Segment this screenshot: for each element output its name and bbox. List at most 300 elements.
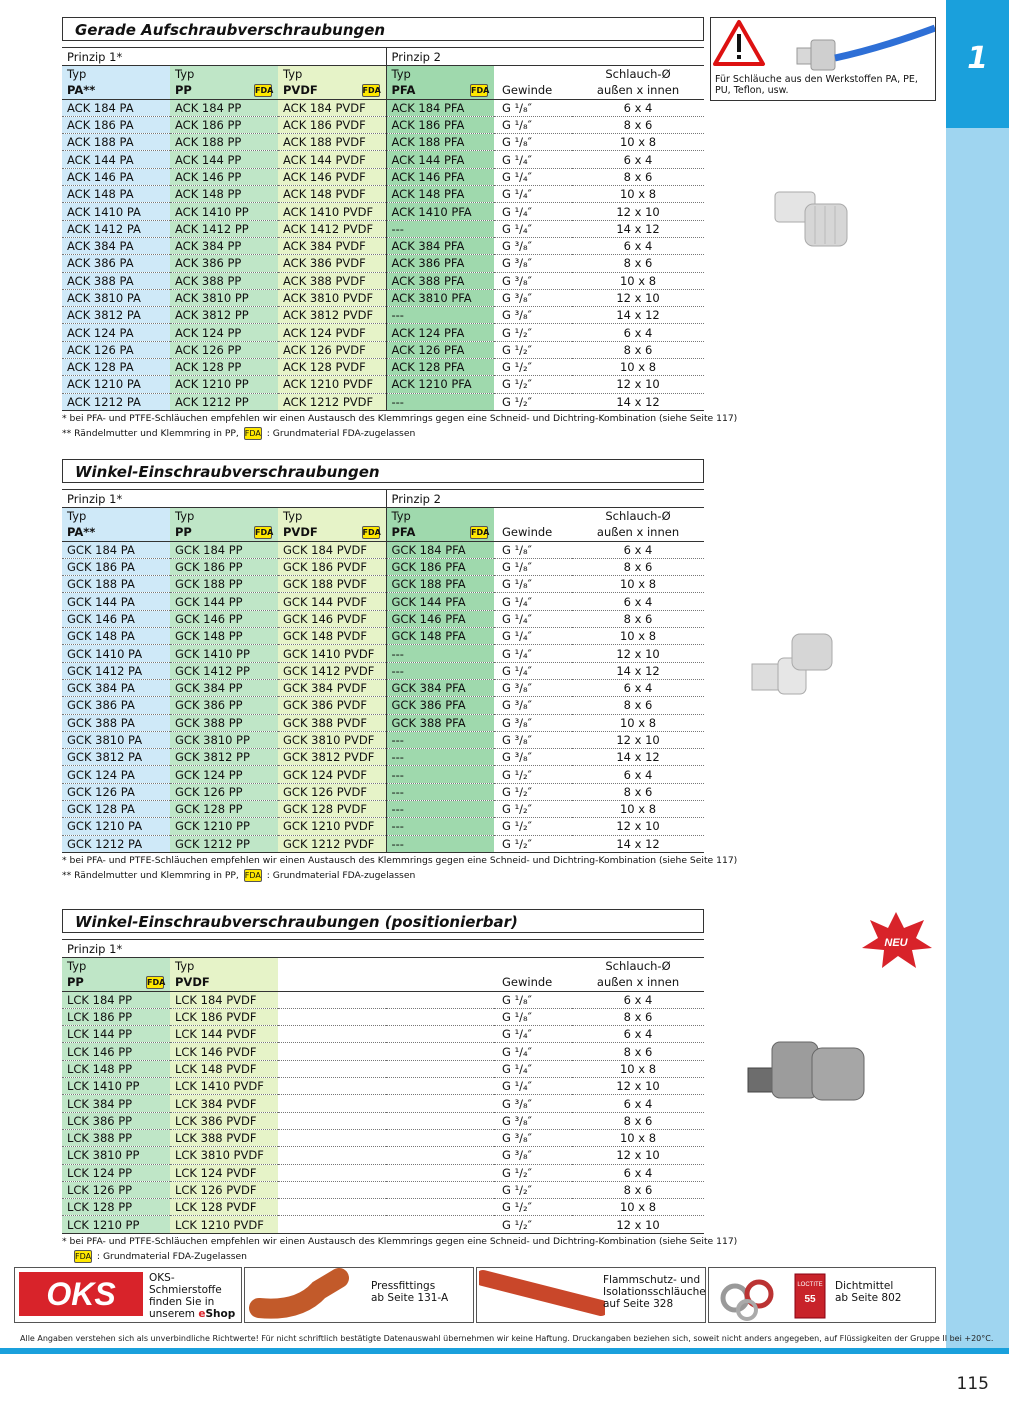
pfa-cell: --- — [386, 645, 494, 662]
pfa-cell: ACK 148 PFA — [386, 186, 494, 203]
section-straight-fittings — [62, 17, 738, 441]
pfa-cell: GCK 386 PFA — [386, 697, 494, 714]
section-title: Winkel-Einschraubverschraubungen (positionierbar) — [62, 909, 704, 933]
schlauch-cell: 12 x 10 — [572, 1216, 704, 1233]
table-row — [62, 220, 704, 237]
table-row — [62, 628, 704, 645]
pa-cell: GCK 148 PA — [62, 628, 170, 645]
pvdf-header: PVDF — [283, 525, 318, 540]
pvdf-cell: ACK 388 PVDF — [278, 272, 386, 289]
pa-cell: GCK 184 PA — [62, 541, 170, 558]
table-row — [62, 99, 704, 116]
product-table — [62, 489, 704, 853]
table-row — [62, 376, 704, 393]
table-row — [62, 134, 704, 151]
pp-cell: LCK 148 PP — [62, 1060, 170, 1077]
schlauch-cell: 12 x 10 — [572, 1147, 704, 1164]
warning-text: Für Schläuche aus den Werkstoffen PA, PE, PU, Teflon, usw. — [715, 74, 918, 96]
pp-header: PP — [175, 83, 192, 98]
pvdf-header: PVDF — [170, 974, 278, 991]
pp-cell: GCK 124 PP — [170, 766, 278, 783]
warning-illustration — [711, 18, 935, 74]
gewinde-cell: G ¹/₄″ — [494, 593, 572, 610]
pvdf-cell: LCK 386 PVDF — [170, 1112, 278, 1129]
pp-cell: GCK 144 PP — [170, 593, 278, 610]
pvdf-cell: LCK 184 PVDF — [170, 991, 278, 1008]
dichtmittel-text: Dichtmittel ab Seite 802 — [835, 1280, 902, 1304]
table-row — [62, 1181, 704, 1198]
schlauch-cell: 8 x 6 — [572, 1008, 704, 1025]
schlauch-cell: 10 x 8 — [572, 134, 704, 151]
pfa-cell: ACK 128 PFA — [386, 359, 494, 376]
gewinde-cell: G ³/₈″ — [494, 714, 572, 731]
pp-cell: GCK 384 PP — [170, 679, 278, 696]
pa-cell: ACK 1412 PA — [62, 220, 170, 237]
table-row — [62, 186, 704, 203]
pp-cell: ACK 3810 PP — [170, 289, 278, 306]
schlauch-cell: 12 x 10 — [572, 645, 704, 662]
schlauch-cell: 12 x 10 — [572, 376, 704, 393]
pp-cell: GCK 386 PP — [170, 697, 278, 714]
section-positionable-elbow — [62, 909, 738, 1264]
gewinde-cell: G ³/₈″ — [494, 1147, 572, 1164]
gewinde-cell: G ³/₈″ — [494, 1112, 572, 1129]
pvdf-cell: LCK 186 PVDF — [170, 1008, 278, 1025]
pvdf-cell: GCK 1412 PVDF — [278, 662, 386, 679]
schlauch-cell: 8 x 6 — [572, 697, 704, 714]
fda-icon: FDA — [255, 86, 274, 96]
schlauch-label: Schlauch-Ø — [605, 959, 671, 974]
pfa-header: PFA — [391, 83, 416, 98]
pa-cell: GCK 1212 PA — [62, 835, 170, 852]
pfa-cell: --- — [386, 766, 494, 783]
spacer-cell — [278, 1008, 386, 1025]
spacer-cell — [386, 1199, 494, 1216]
pa-cell: GCK 128 PA — [62, 801, 170, 818]
gewinde-cell: G ¹/₂″ — [494, 1164, 572, 1181]
spacer-cell — [386, 1164, 494, 1181]
pa-cell: GCK 1210 PA — [62, 818, 170, 835]
pp-cell: GCK 1212 PP — [170, 835, 278, 852]
pvdf-cell: ACK 3810 PVDF — [278, 289, 386, 306]
pp-cell: LCK 124 PP — [62, 1164, 170, 1181]
gewinde-cell: G ¹/₄″ — [494, 1060, 572, 1077]
schlauch-cell: 10 x 8 — [572, 801, 704, 818]
gewinde-cell: G ¹/₂″ — [494, 835, 572, 852]
footnote-1: * bei PFA- und PTFE-Schläuchen empfehlen wir einen Austausch des Klemmrings gegen eine Schneid- und Dichtring-Kombination (siehe Seite 117) — [62, 1235, 738, 1247]
pvdf-cell: LCK 1210 PVDF — [170, 1216, 278, 1233]
pp-cell: ACK 188 PP — [170, 134, 278, 151]
page-number: 115 — [956, 1374, 989, 1394]
new-badge — [858, 910, 934, 970]
pp-cell: LCK 1410 PP — [62, 1078, 170, 1095]
fda-icon: FDA — [362, 528, 381, 538]
pfa-cell: ACK 384 PFA — [386, 237, 494, 254]
gewinde-cell: G ¹/₄″ — [494, 662, 572, 679]
pp-cell: ACK 388 PP — [170, 272, 278, 289]
pfa-cell: ACK 386 PFA — [386, 255, 494, 272]
gewinde-cell: G ¹/₄″ — [494, 645, 572, 662]
table-row — [62, 324, 704, 341]
table-row — [62, 1199, 704, 1216]
pp-cell: ACK 186 PP — [170, 116, 278, 133]
pvdf-cell: ACK 3812 PVDF — [278, 307, 386, 324]
table-row — [62, 835, 704, 852]
pp-cell: GCK 126 PP — [170, 783, 278, 800]
seal-rings-icon — [711, 1268, 833, 1322]
pa-cell: ACK 128 PA — [62, 359, 170, 376]
table-row — [62, 662, 704, 679]
pfa-cell: ACK 186 PFA — [386, 116, 494, 133]
spacer-cell — [386, 1078, 494, 1095]
schlauch-cell: 14 x 12 — [572, 220, 704, 237]
schlauch-cell: 6 x 4 — [572, 1164, 704, 1181]
oks-ad[interactable] — [14, 1267, 242, 1323]
pa-cell: ACK 184 PA — [62, 99, 170, 116]
pa-cell: GCK 188 PA — [62, 576, 170, 593]
spacer-cell — [386, 1008, 494, 1025]
pvdf-cell: LCK 1410 PVDF — [170, 1078, 278, 1095]
section-elbow-fittings — [62, 459, 738, 883]
pvdf-cell: ACK 146 PVDF — [278, 168, 386, 185]
spacer-cell — [278, 991, 386, 1008]
pfa-cell: --- — [386, 662, 494, 679]
pp-cell: ACK 184 PP — [170, 99, 278, 116]
table-row — [62, 679, 704, 696]
pvdf-cell: LCK 148 PVDF — [170, 1060, 278, 1077]
gewinde-cell: G ¹/₂″ — [494, 1199, 572, 1216]
schlauch-cell: 12 x 10 — [572, 731, 704, 748]
gewinde-cell: G ¹/₄″ — [494, 1026, 572, 1043]
schlauch-cell: 6 x 4 — [572, 99, 704, 116]
pvdf-cell: GCK 144 PVDF — [278, 593, 386, 610]
pvdf-cell: LCK 388 PVDF — [170, 1129, 278, 1146]
table-row — [62, 991, 704, 1008]
gewinde-cell: G ¹/₂″ — [494, 341, 572, 358]
pp-cell: LCK 384 PP — [62, 1095, 170, 1112]
footnote-1: * bei PFA- und PTFE-Schläuchen empfehlen wir einen Austausch des Klemmrings gegen eine Schneid- und Dichtring-Kombination (siehe Seite 117) — [62, 854, 738, 866]
warning-box — [710, 17, 936, 101]
schlauch-cell: 8 x 6 — [572, 341, 704, 358]
schlauch-header: außen x innen — [596, 525, 680, 540]
gewinde-cell: G ³/₈″ — [494, 307, 572, 324]
table-row — [62, 766, 704, 783]
fda-icon: FDA — [362, 86, 381, 96]
footnote-2: ** Rändelmutter und Klemmring in PP, FDA : Grundmaterial FDA-zugelassen — [62, 427, 416, 439]
pp-header: PP — [67, 975, 84, 990]
pvdf-cell: ACK 1412 PVDF — [278, 220, 386, 237]
new-badge-label: NEU — [884, 937, 908, 949]
pvdf-cell: LCK 124 PVDF — [170, 1164, 278, 1181]
pp-cell: LCK 184 PP — [62, 991, 170, 1008]
table-row — [62, 714, 704, 731]
pa-cell: GCK 386 PA — [62, 697, 170, 714]
schlauch-cell: 12 x 10 — [572, 818, 704, 835]
pvdf-cell: ACK 1410 PVDF — [278, 203, 386, 220]
pp-cell: ACK 384 PP — [170, 237, 278, 254]
gewinde-cell: G ³/₈″ — [494, 697, 572, 714]
pfa-cell: ACK 126 PFA — [386, 341, 494, 358]
pp-cell: ACK 148 PP — [170, 186, 278, 203]
pvdf-cell: ACK 1210 PVDF — [278, 376, 386, 393]
gewinde-cell: G ¹/₈″ — [494, 541, 572, 558]
dichtmittel-ad[interactable] — [708, 1267, 936, 1323]
schlauch-cell: 6 x 4 — [572, 324, 704, 341]
table-row — [62, 697, 704, 714]
pfa-cell: ACK 1210 PFA — [386, 376, 494, 393]
pfa-cell: ACK 388 PFA — [386, 272, 494, 289]
gewinde-cell: G ¹/₈″ — [494, 116, 572, 133]
spacer-cell — [278, 1095, 386, 1112]
oks-logo: OKS — [19, 1272, 143, 1316]
gewinde-cell: G ¹/₈″ — [494, 134, 572, 151]
pvdf-cell: ACK 186 PVDF — [278, 116, 386, 133]
pvdf-header: PVDF — [283, 83, 318, 98]
table-row — [62, 1129, 704, 1146]
gewinde-cell: G ¹/₄″ — [494, 186, 572, 203]
pvdf-cell: ACK 124 PVDF — [278, 324, 386, 341]
table-row — [62, 783, 704, 800]
pfa-cell: GCK 148 PFA — [386, 628, 494, 645]
pfa-cell: --- — [386, 801, 494, 818]
gewinde-cell: G ¹/₈″ — [494, 99, 572, 116]
pp-cell: ACK 1410 PP — [170, 203, 278, 220]
pa-cell: GCK 144 PA — [62, 593, 170, 610]
gewinde-cell: G ¹/₄″ — [494, 220, 572, 237]
gewinde-cell: G ¹/₂″ — [494, 783, 572, 800]
pa-cell: GCK 388 PA — [62, 714, 170, 731]
pfa-header: PFA — [391, 525, 416, 540]
table-row — [62, 1164, 704, 1181]
schlauch-header: außen x innen — [596, 975, 680, 990]
gewinde-cell: G ¹/₂″ — [494, 393, 572, 410]
gewinde-cell: G ³/₈″ — [494, 749, 572, 766]
spacer-cell — [386, 1095, 494, 1112]
gewinde-cell: G ¹/₄″ — [494, 610, 572, 627]
table-row — [62, 359, 704, 376]
gewinde-cell: G ¹/₄″ — [494, 1078, 572, 1095]
pa-cell: GCK 146 PA — [62, 610, 170, 627]
pp-cell: GCK 146 PP — [170, 610, 278, 627]
pvdf-cell: ACK 188 PVDF — [278, 134, 386, 151]
pp-cell: LCK 126 PP — [62, 1181, 170, 1198]
fda-icon: FDA — [75, 1251, 92, 1261]
pvdf-cell: LCK 126 PVDF — [170, 1181, 278, 1198]
pp-cell: ACK 386 PP — [170, 255, 278, 272]
fda-icon: FDA — [471, 86, 490, 96]
typ-label: Typ — [278, 508, 386, 525]
table-row — [62, 610, 704, 627]
gewinde-cell: G ¹/₂″ — [494, 801, 572, 818]
schlauch-cell: 6 x 4 — [572, 593, 704, 610]
pp-cell: ACK 144 PP — [170, 151, 278, 168]
pp-cell: ACK 1212 PP — [170, 393, 278, 410]
pp-cell: GCK 3810 PP — [170, 731, 278, 748]
prinzip2-label: Prinzip 2 — [386, 490, 704, 508]
copper-elbow-icon — [249, 1268, 369, 1322]
gewinde-cell: G ¹/₈″ — [494, 558, 572, 575]
pa-cell: ACK 1410 PA — [62, 203, 170, 220]
spacer-cell — [278, 1147, 386, 1164]
pvdf-cell: LCK 384 PVDF — [170, 1095, 278, 1112]
pa-cell: ACK 1210 PA — [62, 376, 170, 393]
schlauch-cell: 6 x 4 — [572, 541, 704, 558]
schlauch-cell: 6 x 4 — [572, 766, 704, 783]
gewinde-cell: G ¹/₈″ — [494, 1008, 572, 1025]
table-row — [62, 203, 704, 220]
table-row — [62, 1026, 704, 1043]
typ-label: Typ — [170, 958, 278, 975]
typ-label: Typ — [62, 66, 170, 83]
schlauch-cell: 12 x 10 — [572, 289, 704, 306]
flammschutz-ad[interactable] — [476, 1267, 706, 1323]
pfa-cell: ACK 188 PFA — [386, 134, 494, 151]
section-title: Gerade Aufschraubverschraubungen — [62, 17, 704, 41]
table-row — [62, 341, 704, 358]
pfa-cell: ACK 3810 PFA — [386, 289, 494, 306]
product-table — [62, 47, 704, 411]
pfa-cell: --- — [386, 835, 494, 852]
schlauch-cell: 14 x 12 — [572, 662, 704, 679]
pvdf-cell: ACK 148 PVDF — [278, 186, 386, 203]
chapter-tab[interactable]: 1 — [946, 0, 1009, 128]
table-row — [62, 255, 704, 272]
table-row — [62, 289, 704, 306]
spacer-cell — [278, 1199, 386, 1216]
disclaimer: Alle Angaben verstehen sich als unverbindliche Richtwerte! Für nicht schriftlich bestätigte Datenauswahl übernehmen wir keine Haftung. Druckangaben beziehen sich, soweit nicht anders angegeben, auf Flüssigkeiten der Gruppe II bei +20°C. — [20, 1334, 994, 1343]
spacer-cell — [278, 1164, 386, 1181]
fda-icon: FDA — [147, 978, 166, 988]
schlauch-cell: 8 x 6 — [572, 255, 704, 272]
pfa-cell: ACK 144 PFA — [386, 151, 494, 168]
pfa-cell: --- — [386, 818, 494, 835]
spacer-cell — [386, 1026, 494, 1043]
fda-icon: FDA — [244, 870, 261, 880]
spacer-cell — [278, 1181, 386, 1198]
schlauch-cell: 14 x 12 — [572, 393, 704, 410]
gewinde-header: Gewinde — [502, 525, 553, 540]
positionable-elbow-image — [742, 1022, 872, 1112]
pvdf-cell: ACK 184 PVDF — [278, 99, 386, 116]
gewinde-cell: G ¹/₂″ — [494, 359, 572, 376]
elbow-fitting-image — [748, 630, 848, 710]
typ-label: Typ — [170, 508, 278, 525]
gewinde-cell: G ¹/₂″ — [494, 1216, 572, 1233]
gewinde-cell: G ¹/₂″ — [494, 766, 572, 783]
pfa-cell: GCK 384 PFA — [386, 679, 494, 696]
table-row — [62, 151, 704, 168]
table-row — [62, 1147, 704, 1164]
pvdf-cell: GCK 124 PVDF — [278, 766, 386, 783]
pvdf-cell: GCK 146 PVDF — [278, 610, 386, 627]
pp-cell: LCK 144 PP — [62, 1026, 170, 1043]
gewinde-cell: G ¹/₂″ — [494, 1181, 572, 1198]
schlauch-cell: 14 x 12 — [572, 307, 704, 324]
spacer-cell — [278, 1216, 386, 1233]
table-row — [62, 1060, 704, 1077]
pp-cell: GCK 1412 PP — [170, 662, 278, 679]
pa-cell: ACK 148 PA — [62, 186, 170, 203]
table-row — [62, 645, 704, 662]
pfa-cell: --- — [386, 749, 494, 766]
pp-cell: GCK 184 PP — [170, 541, 278, 558]
pp-cell: GCK 186 PP — [170, 558, 278, 575]
typ-label: Typ — [278, 66, 386, 83]
pvdf-cell: ACK 128 PVDF — [278, 359, 386, 376]
schlauch-cell: 10 x 8 — [572, 1060, 704, 1077]
schlauch-cell: 12 x 10 — [572, 1078, 704, 1095]
pfa-cell: GCK 146 PFA — [386, 610, 494, 627]
spacer-cell — [386, 1216, 494, 1233]
gewinde-cell: G ¹/₄″ — [494, 203, 572, 220]
table-row — [62, 576, 704, 593]
table-row — [62, 1008, 704, 1025]
gewinde-cell: G ³/₈″ — [494, 1129, 572, 1146]
spacer-cell — [278, 1112, 386, 1129]
fda-icon: FDA — [471, 528, 490, 538]
pfa-cell: --- — [386, 393, 494, 410]
schlauch-cell: 10 x 8 — [572, 1199, 704, 1216]
pp-cell: ACK 1412 PP — [170, 220, 278, 237]
pa-cell: ACK 1212 PA — [62, 393, 170, 410]
pp-cell: ACK 146 PP — [170, 168, 278, 185]
pfa-cell: --- — [386, 220, 494, 237]
typ-label: Typ — [386, 508, 494, 525]
gewinde-cell: G ¹/₂″ — [494, 324, 572, 341]
prinzip2-label: Prinzip 2 — [386, 48, 704, 66]
pvdf-cell: GCK 128 PVDF — [278, 801, 386, 818]
gewinde-cell: G ³/₈″ — [494, 237, 572, 254]
gewinde-cell: G ³/₈″ — [494, 289, 572, 306]
footnote-2: FDA : Grundmaterial FDA-Zugelassen — [75, 1250, 248, 1262]
spacer-cell — [386, 1060, 494, 1077]
typ-label: Typ — [386, 66, 494, 83]
pfa-cell: --- — [386, 783, 494, 800]
table-row — [62, 593, 704, 610]
schlauch-cell: 8 x 6 — [572, 116, 704, 133]
pfa-cell: ACK 124 PFA — [386, 324, 494, 341]
schlauch-cell: 10 x 8 — [572, 576, 704, 593]
spacer-cell — [386, 991, 494, 1008]
pvdf-cell: GCK 184 PVDF — [278, 541, 386, 558]
table-row — [62, 558, 704, 575]
pvdf-cell: GCK 1212 PVDF — [278, 835, 386, 852]
pressfittings-ad[interactable] — [244, 1267, 474, 1323]
gewinde-cell: G ¹/₂″ — [494, 818, 572, 835]
spacer-cell — [386, 1043, 494, 1060]
pfa-cell: GCK 144 PFA — [386, 593, 494, 610]
pa-cell: ACK 3810 PA — [62, 289, 170, 306]
pp-header: PP — [175, 525, 192, 540]
product-table — [62, 939, 704, 1234]
schlauch-cell: 10 x 8 — [572, 359, 704, 376]
pa-cell: GCK 3812 PA — [62, 749, 170, 766]
spacer-cell — [386, 1181, 494, 1198]
pfa-cell: GCK 188 PFA — [386, 576, 494, 593]
schlauch-cell: 10 x 8 — [572, 714, 704, 731]
schlauch-cell: 14 x 12 — [572, 749, 704, 766]
spacer-cell — [278, 1060, 386, 1077]
pp-cell: GCK 3812 PP — [170, 749, 278, 766]
pa-cell: ACK 186 PA — [62, 116, 170, 133]
pvdf-cell: LCK 128 PVDF — [170, 1199, 278, 1216]
gewinde-header: Gewinde — [502, 975, 553, 990]
table-row — [62, 1043, 704, 1060]
gewinde-cell: G ¹/₄″ — [494, 168, 572, 185]
gewinde-cell: G ³/₈″ — [494, 272, 572, 289]
sleeve-hose-icon — [479, 1268, 605, 1322]
pp-cell: LCK 388 PP — [62, 1129, 170, 1146]
